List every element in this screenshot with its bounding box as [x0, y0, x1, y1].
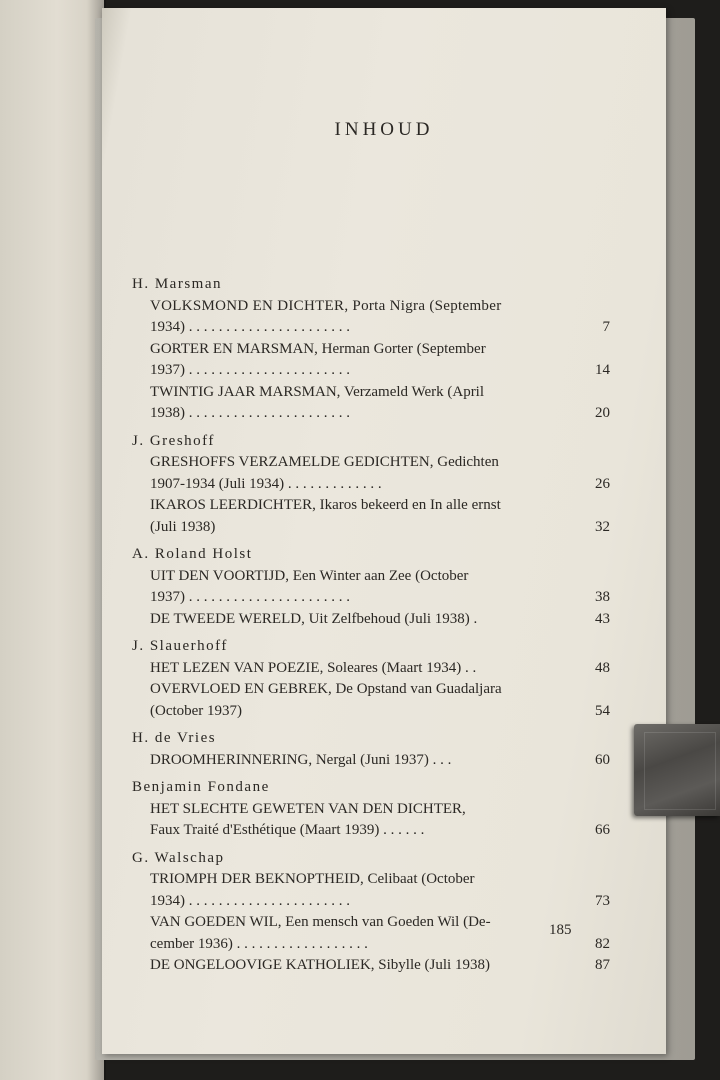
- page-number: 7: [602, 319, 610, 335]
- entry-line: GORTER EN MARSMAN, Herman Gorter (September: [150, 340, 486, 357]
- page-number: 73: [595, 892, 610, 909]
- page-number: 26: [595, 475, 610, 492]
- toc-entry: [132, 912, 610, 955]
- page-number: 14: [595, 362, 610, 378]
- toc-entry: [132, 869, 610, 912]
- entry-line: DE TWEEDE WERELD, Uit Zelfbehoud (Juli 1938) .: [150, 610, 478, 627]
- entry-line: IKAROS LEERDICHTER, Ikaros bekeerd en In alle ernst: [150, 497, 501, 513]
- entry-line: (October 1937): [150, 702, 243, 719]
- page-heading: INHOUD: [334, 119, 434, 140]
- author-heading: J. Greshoff: [132, 432, 215, 449]
- entry-line: OVERVLOED EN GEBREK, De Opstand van Guadaljara: [150, 681, 502, 697]
- entry-line: 1934) . . . . . . . . . . . . . . . . . . . . . .: [150, 892, 350, 909]
- entry-line: 1907-1934 (Juli 1934) . . . . . . . . . . . . .: [150, 475, 382, 492]
- author-heading: H. Marsman: [132, 276, 222, 292]
- entry-line: TWINTIG JAAR MARSMAN, Verzameld Werk (April: [150, 383, 485, 400]
- toc-entry: [132, 296, 610, 339]
- entry-line: HET SLECHTE GEWETEN VAN DEN DICHTER,: [150, 800, 466, 817]
- entry-line: 1934) . . . . . . . . . . . . . . . . . . . . . .: [150, 319, 350, 335]
- entry-line: UIT DEN VOORTIJD, Een Winter aan Zee (October: [150, 567, 469, 584]
- page-number: 38: [595, 589, 610, 605]
- page-number: 43: [595, 610, 610, 627]
- page-number: 60: [595, 751, 610, 768]
- toc-entry: [132, 658, 610, 680]
- page-number: 20: [595, 405, 610, 421]
- toc-entry: [132, 566, 610, 609]
- author-heading: H. de Vries: [132, 730, 217, 746]
- page-number: 87: [595, 957, 610, 973]
- toc-entry: [132, 382, 610, 425]
- entry-line: VOLKSMOND EN DICHTER, Porta Nigra (September: [150, 297, 502, 314]
- entry-line: 1937) . . . . . . . . . . . . . . . . . . . . . .: [150, 362, 350, 378]
- page-number: 32: [595, 518, 610, 535]
- page-number: 66: [595, 822, 610, 838]
- toc-entry: [132, 799, 610, 842]
- page-number: 82: [595, 935, 610, 952]
- entry-line: (Juli 1938): [150, 518, 216, 535]
- toc-entry: [132, 955, 610, 977]
- entry-line: GRESHOFFS VERZAMELDE GEDICHTEN, Gedichten: [150, 454, 499, 470]
- author-heading: Benjamin Fondane: [132, 779, 270, 795]
- contents-page: [102, 8, 666, 1054]
- author-heading: J. Slauerhoff: [132, 638, 228, 654]
- toc-entry: [132, 452, 610, 495]
- toc-entry: [132, 750, 610, 772]
- page-number: 54: [595, 702, 610, 719]
- entry-line: TRIOMPH DER BEKNOPTHEID, Celibaat (October: [150, 871, 475, 887]
- entry-line: VAN GOEDEN WIL, Een mensch van Goeden Wil (De-: [150, 914, 491, 930]
- entry-line: Faux Traité d'Esthétique (Maart 1939) . . . . . .: [150, 822, 425, 838]
- entry-line: cember 1936) . . . . . . . . . . . . . . . . . .: [150, 935, 368, 952]
- author-heading: A. Roland Holst: [132, 546, 253, 562]
- entry-line: DROOMHERINNERING, Nergal (Juni 1937) . . .: [150, 751, 452, 768]
- toc-entry: [132, 495, 610, 538]
- entry-line: HET LEZEN VAN POEZIE, Soleares (Maart 1934) . .: [150, 659, 477, 676]
- toc-entry: [132, 339, 610, 382]
- table-of-contents: [132, 274, 610, 977]
- toc-entry: [132, 679, 610, 722]
- folio-page-number: 185: [549, 922, 572, 938]
- metal-clip: [634, 724, 720, 816]
- entry-line: DE ONGELOOVIGE KATHOLIEK, Sibylle (Juli 1938): [150, 957, 490, 973]
- entry-line: 1937) . . . . . . . . . . . . . . . . . . . . . .: [150, 589, 350, 605]
- author-heading: G. Walschap: [132, 849, 225, 866]
- entry-line: 1938) . . . . . . . . . . . . . . . . . . . . . .: [150, 405, 350, 421]
- toc-entry: [132, 609, 610, 631]
- page-number: 48: [595, 659, 610, 676]
